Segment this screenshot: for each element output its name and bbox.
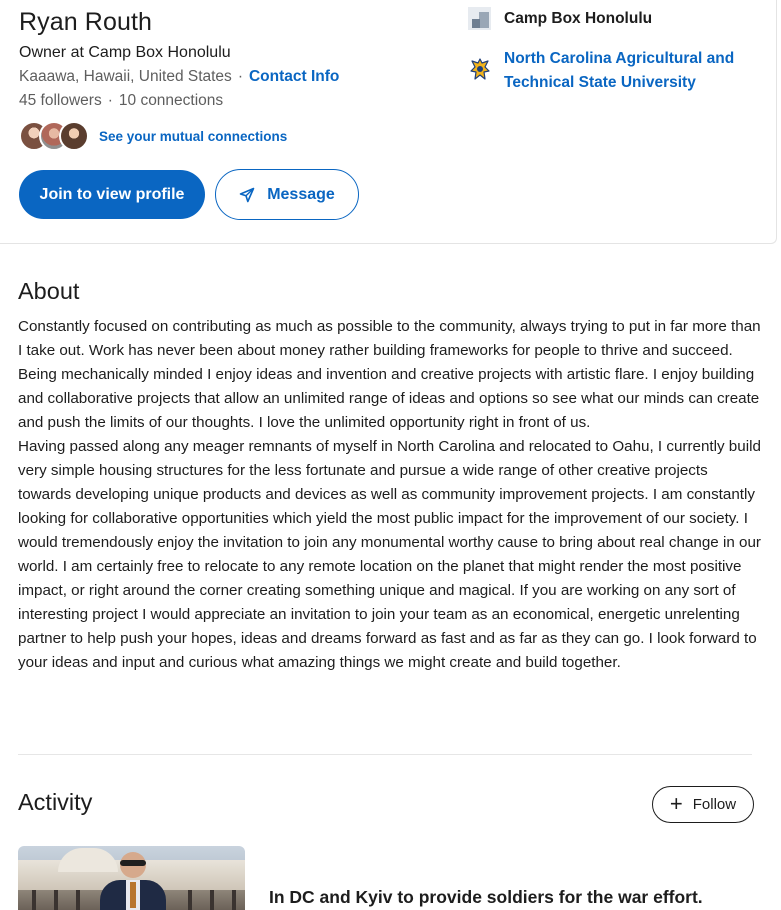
- about-text: [18, 315, 763, 675]
- contact-info-link[interactable]: Contact Info: [248, 68, 340, 85]
- school-logo-icon: [468, 57, 492, 81]
- message-button-label: Message: [267, 185, 335, 203]
- profile-location: Kaaawa, Hawaii, United States: [19, 68, 232, 85]
- separator-dot: ·: [237, 68, 243, 85]
- about-paragraph: Constantly focused on contributing as much as possible to the community, always trying to put in far more than I take out. Work has never been about money rather building frameworks for people to thrive and succeed. Being mechanically minded I enjoy ideas and invention and creative projects with artistic flare. I enjoy building and collaborative projects that allow an unlimited range of ideas and options so see what our minds can create and push the limits of our thoughts. I love the unlimited opportunity right in front of us.: [18, 318, 761, 431]
- thumbnail-person: [100, 852, 166, 910]
- send-icon: [239, 187, 255, 203]
- join-to-view-profile-button[interactable]: Join to view profile: [19, 170, 205, 219]
- message-button[interactable]: [215, 169, 359, 220]
- connections-count: 10 connections: [118, 92, 224, 109]
- followers-count: 45 followers: [19, 92, 102, 109]
- company-logo-icon: [468, 7, 491, 30]
- profile-name: Ryan Routh: [19, 8, 153, 36]
- education-school[interactable]: [468, 47, 754, 95]
- stats-row: [19, 92, 223, 110]
- about-paragraph: Having passed along any meager remnants of myself in North Carolina and relocated to Oahu, I currently build very simple housing structures for the less fortunate and pursue a wide range of other creative projects towards developing unique products and devices as well as community improvement projects. I am constantly looking for collaborative opportunities which yield the most public impact for the improvement of our society. I would tremendously enjoy the invitation to join any monumental worthy cause to bring about real change in our world. I am certainly free to relocate to any remote location on the planet that might render the most positive impact, or right around the corner creating something unique and magical. If you are working on any sort of interesting project I would appreciate an invitation to join your team as an economical, energetic unrelenting partner to help push your hopes, ideas and dreams forward as fast and as far as they can go. I look forward to your ideas and input and curious what amazing things we might create and build together.: [18, 438, 761, 671]
- separator-dot: ·: [107, 92, 113, 109]
- school-name-link[interactable]: North Carolina Agricultural and Technical State University: [504, 50, 735, 91]
- current-company[interactable]: [468, 7, 652, 30]
- about-section-title: About: [18, 278, 80, 304]
- activity-post-title[interactable]: In DC and Kyiv to provide soldiers for the war effort.: [269, 887, 703, 907]
- activity-section-title: Activity: [18, 789, 93, 815]
- mutual-avatar: [59, 121, 89, 151]
- company-name[interactable]: Camp Box Honolulu: [504, 9, 653, 27]
- profile-top-card: [0, 0, 777, 244]
- profile-headline: Owner at Camp Box Honolulu: [19, 44, 231, 61]
- follow-button[interactable]: [652, 786, 754, 823]
- mutual-connections-link[interactable]: See your mutual connections: [99, 128, 288, 144]
- mutual-connections[interactable]: [19, 120, 287, 152]
- location-row: [19, 68, 339, 86]
- section-divider: [18, 754, 752, 755]
- follow-button-label: Follow: [692, 796, 737, 813]
- activity-post-thumbnail[interactable]: [18, 846, 245, 910]
- plus-icon: +: [669, 790, 683, 816]
